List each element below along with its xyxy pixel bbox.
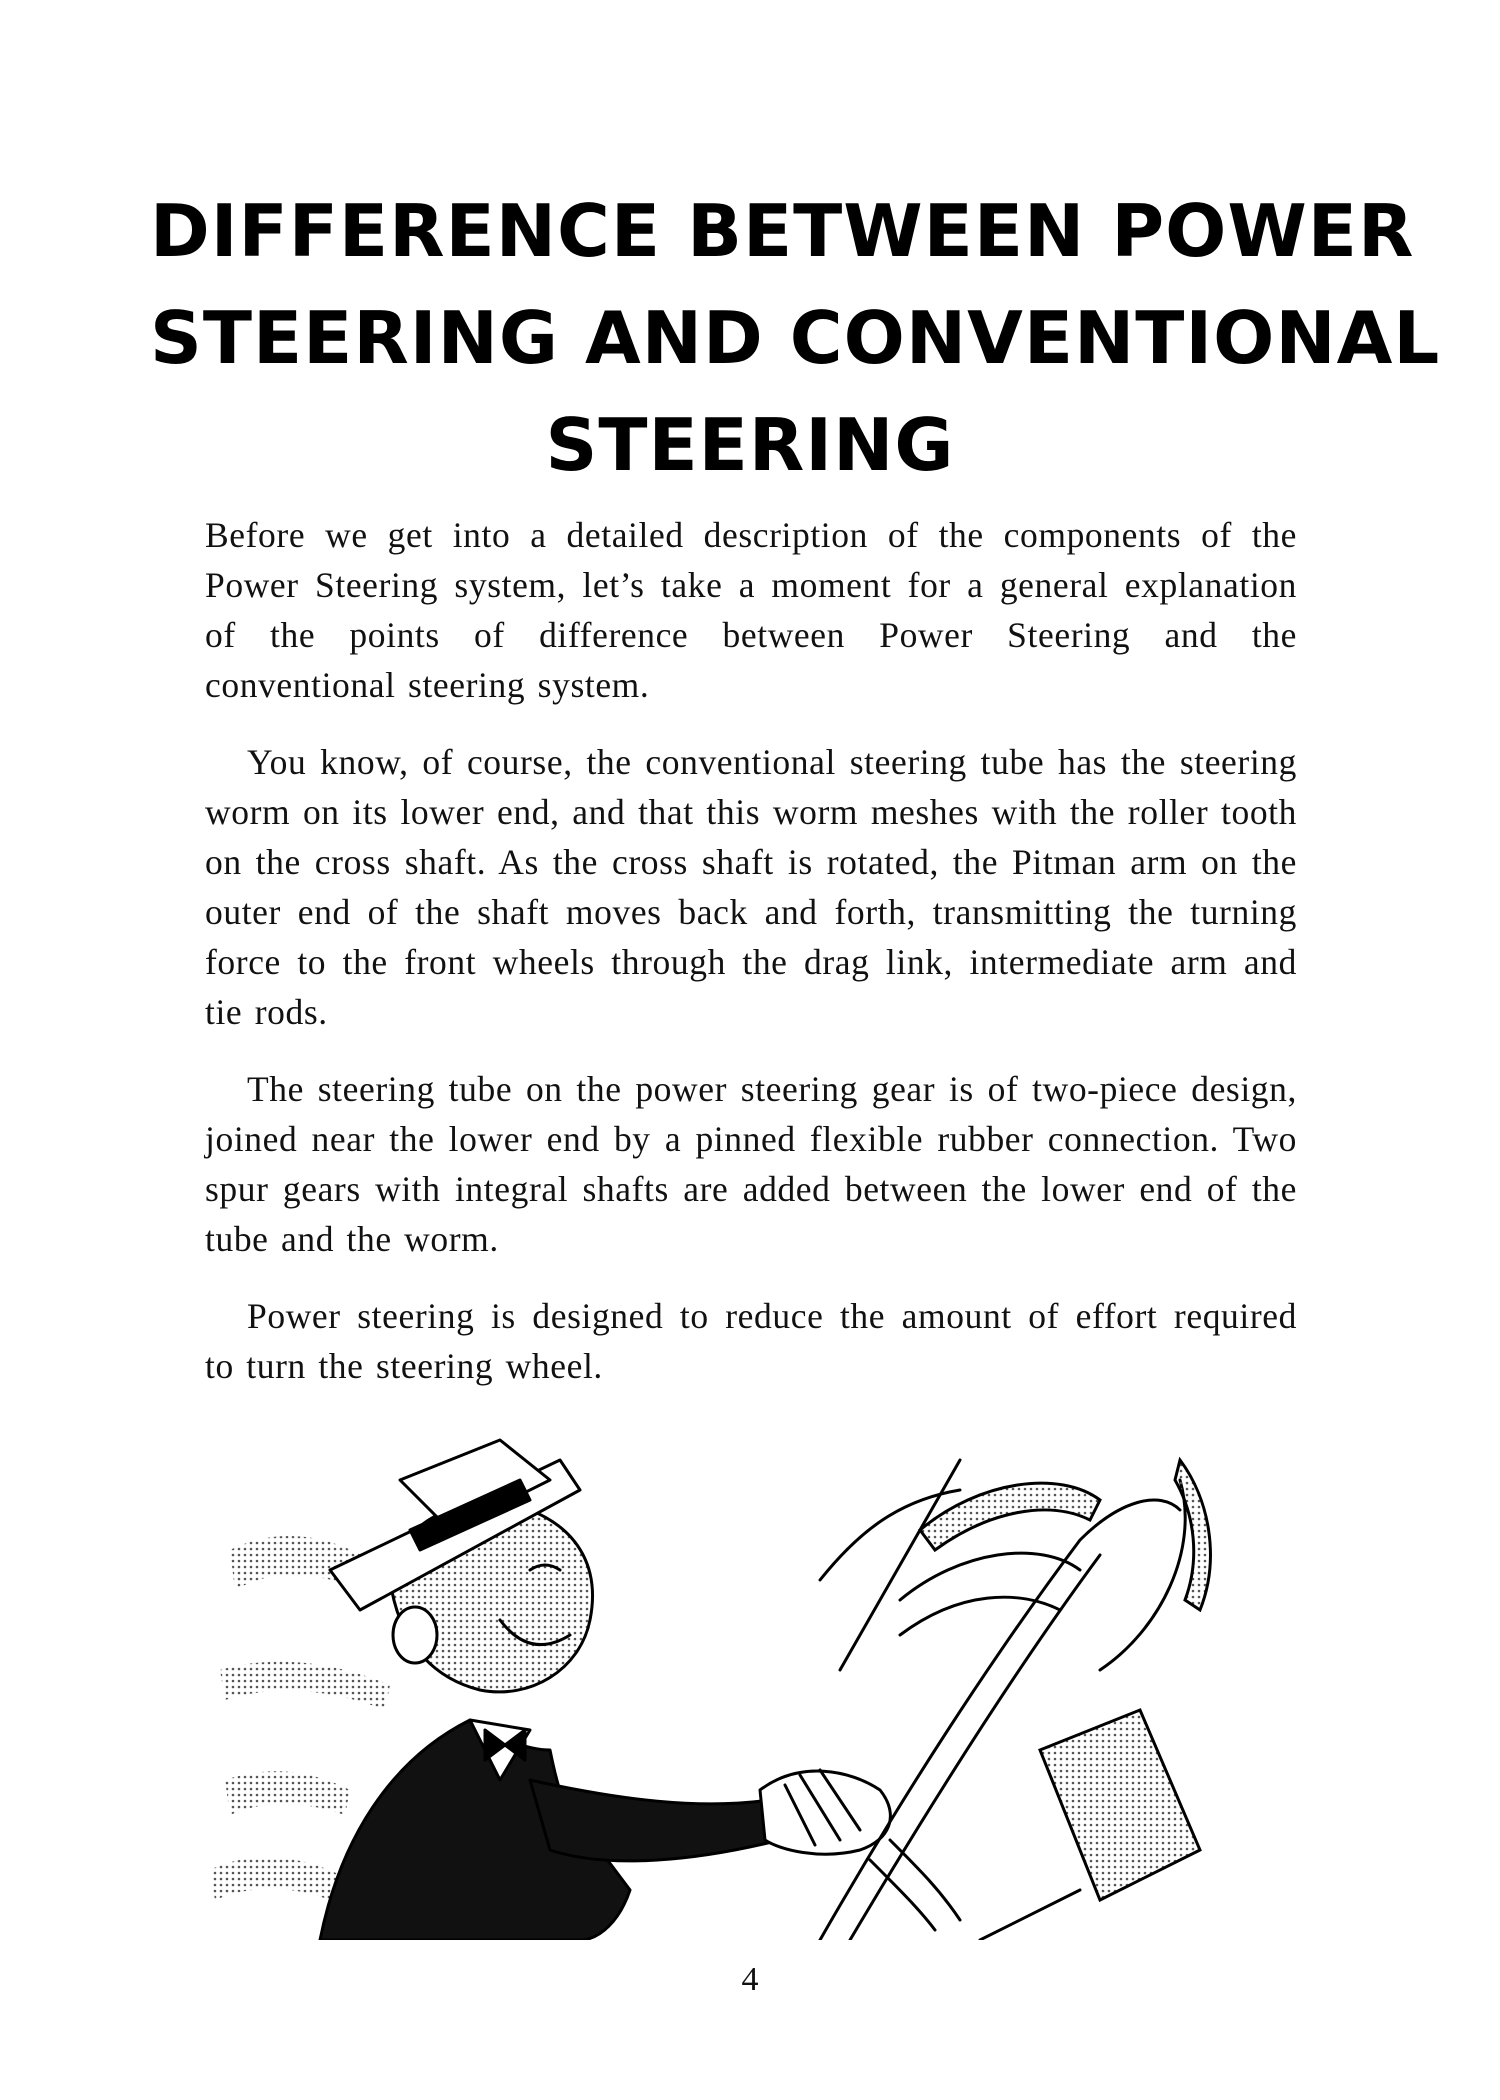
- title-line-1: DIFFERENCE BETWEEN POWER: [150, 189, 1415, 273]
- cartoon-illustration: [200, 1420, 1300, 1940]
- paragraph-3: The steering tube on the power steering gear is of two-piece design, joined near the lower end by a pinned flexible rubber connection. Two spur gears with integral shafts are added between the lower end of the tube and the worm.: [205, 1069, 1297, 1259]
- paragraph-2: You know, of course, the conventional steering tube has the steering worm on its lower end, and that this worm meshes with the roller tooth on the cross shaft. As the cross shaft is rotated, the Pitman arm on the outer end of the shaft moves back and forth, transmitting the turning force to the front wheels through the drag link, intermediate arm and tie rods.: [205, 742, 1297, 1032]
- body-text: [205, 510, 1297, 1418]
- page-number: 4: [741, 1961, 759, 1998]
- title-line-2: STEERING AND CONVENTIONAL: [150, 296, 1441, 380]
- steering-wheel: [820, 1460, 1210, 1940]
- page-title: [150, 178, 1441, 499]
- man-figure: [320, 1440, 890, 1940]
- paragraph-1: Before we get into a detailed description of the components of the Power Steering system, let’s take a moment for a general explanation of the points of difference between Power Steering and the conventional steering system.: [205, 515, 1297, 705]
- title-line-3: STEERING: [545, 403, 955, 487]
- paragraph-4: Power steering is designed to reduce the amount of effort required to turn the steering wheel.: [205, 1296, 1297, 1386]
